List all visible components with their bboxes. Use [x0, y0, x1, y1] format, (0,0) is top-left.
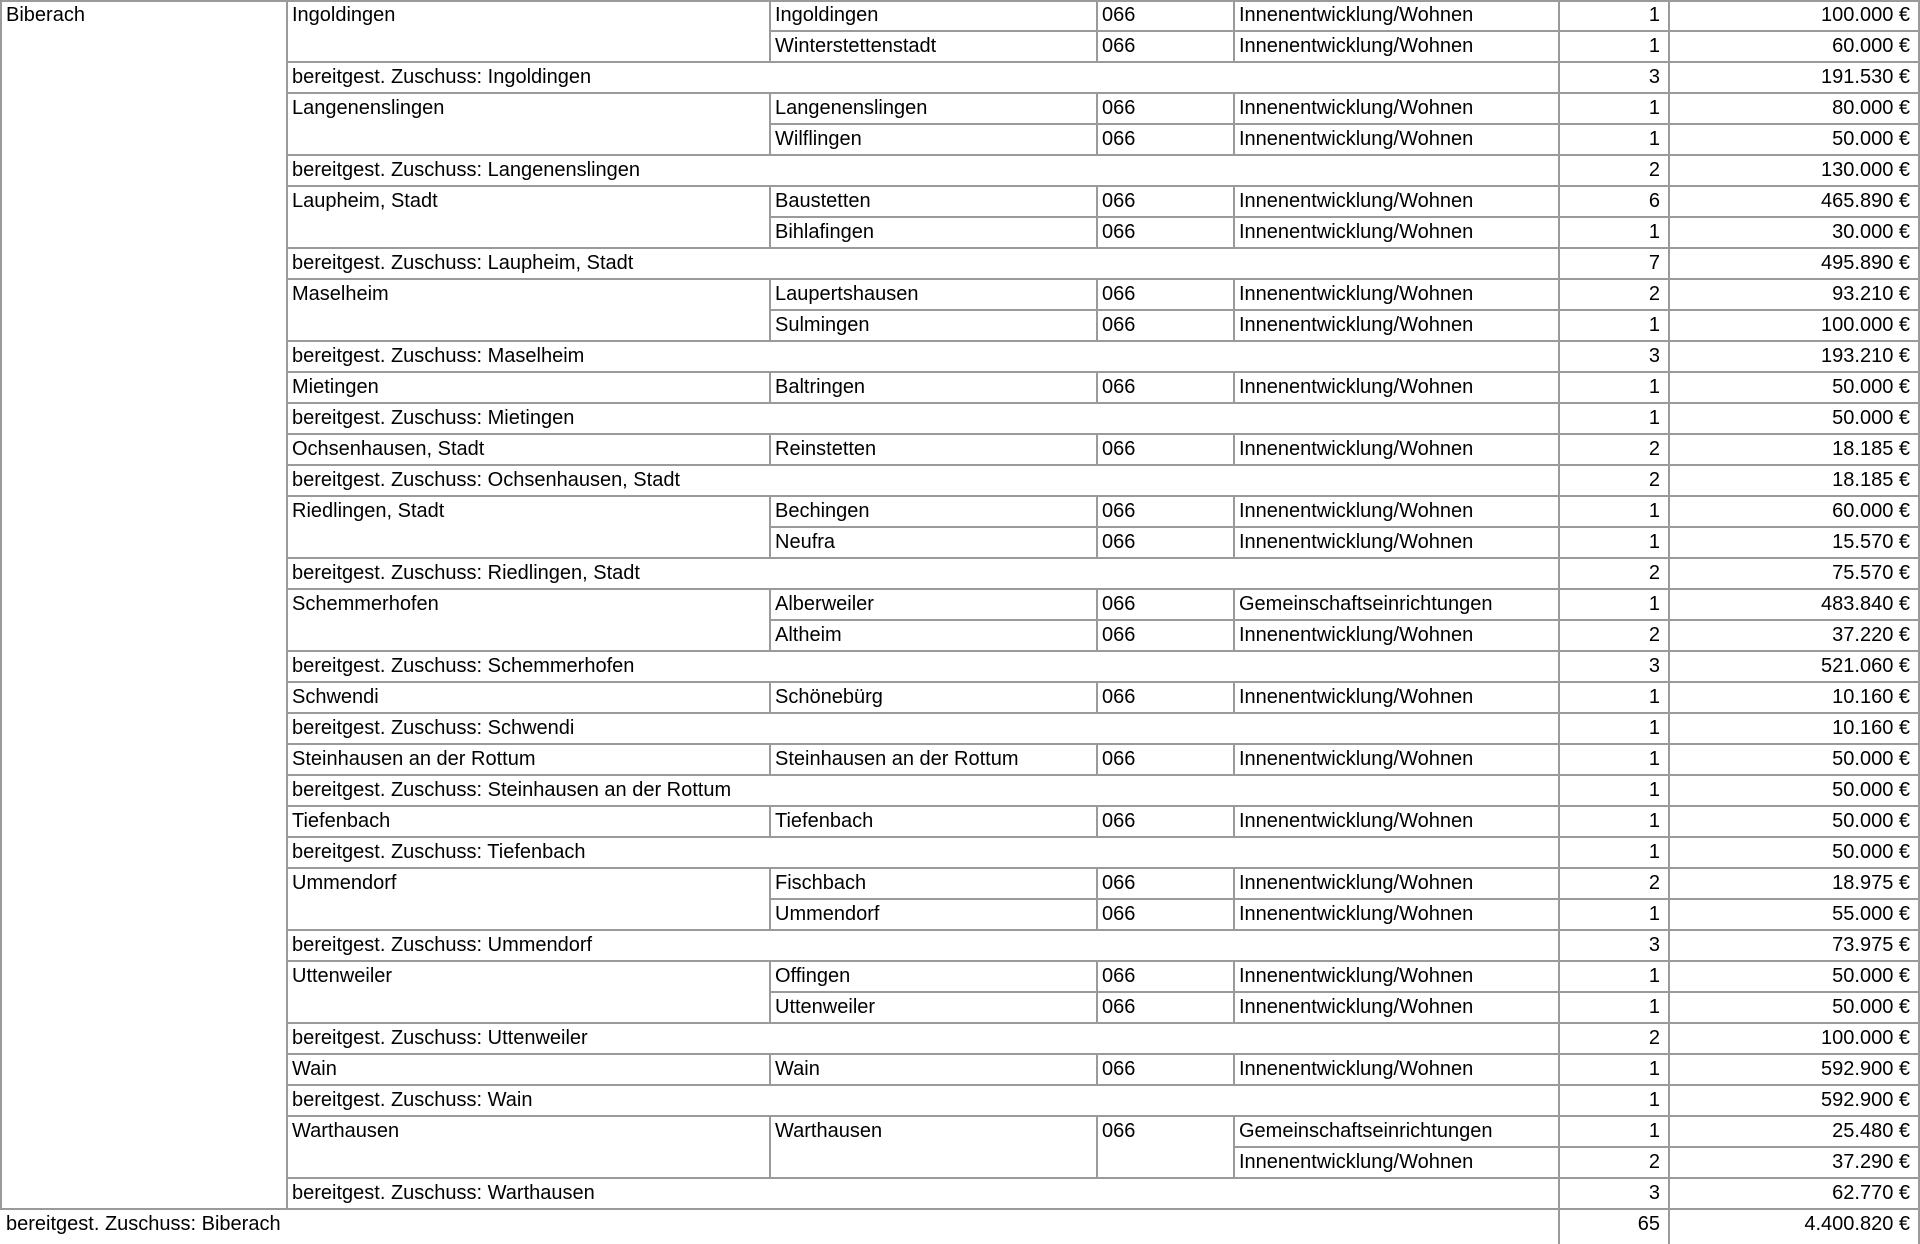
grid-line-vertical [1096, 1054, 1098, 1085]
grid-line-vertical [1558, 837, 1560, 868]
district-cell[interactable]: Biberach [6, 4, 85, 26]
grid-line-vertical [1668, 1178, 1670, 1209]
amount-cell[interactable]: 25.480 € [1832, 1120, 1910, 1142]
subtotal-amount[interactable]: 100.000 € [1821, 1027, 1910, 1049]
subtotal-label[interactable]: bereitgest. Zuschuss: Schwendi [292, 717, 575, 739]
grid-line-vertical [1233, 1054, 1235, 1085]
grid-line-vertical [1558, 651, 1560, 682]
grid-line-vertical [1668, 868, 1670, 930]
subtotal-label[interactable]: bereitgest. Zuschuss: Ingoldingen [292, 66, 592, 88]
code-cell[interactable]: 066 [1102, 500, 1136, 522]
subtotal-amount[interactable]: 592.900 € [1821, 1089, 1910, 1111]
grid-line-vertical [1096, 496, 1098, 558]
grid-line-vertical [1668, 155, 1670, 186]
grid-line-vertical [1668, 496, 1670, 558]
grid-line-vertical [1668, 682, 1670, 713]
ortsteil-cell[interactable]: Tiefenbach [775, 810, 874, 832]
grid-line-vertical [1233, 589, 1235, 651]
category-cell[interactable]: Innenentwicklung/Wohnen [1239, 903, 1474, 925]
count-cell[interactable]: 1 [1648, 221, 1660, 243]
count-cell[interactable]: 2 [1648, 438, 1660, 460]
code-cell[interactable]: 066 [1102, 128, 1136, 150]
amount-cell[interactable]: 592.900 € [1821, 1058, 1910, 1080]
subtotal-amount[interactable]: 130.000 € [1821, 159, 1910, 181]
ortsteil-cell[interactable]: Wilflingen [775, 128, 862, 150]
grid-line-vertical [1096, 806, 1098, 837]
code-cell[interactable]: 066 [1102, 190, 1136, 212]
grid-line-vertical [769, 961, 771, 1023]
grid-line-vertical [1668, 341, 1670, 372]
grid-line-vertical [1558, 465, 1560, 496]
amount-cell[interactable]: 50.000 € [1832, 810, 1910, 832]
count-cell[interactable]: 1 [1648, 748, 1660, 770]
count-cell[interactable]: 2 [1648, 1151, 1660, 1173]
gemeinde-cell[interactable]: Uttenweiler [292, 965, 393, 987]
grid-line-vertical [1558, 1209, 1560, 1244]
amount-cell[interactable]: 465.890 € [1821, 190, 1910, 212]
category-cell[interactable]: Innenentwicklung/Wohnen [1239, 283, 1474, 305]
amount-cell[interactable]: 30.000 € [1832, 221, 1910, 243]
gemeinde-cell[interactable]: Ingoldingen [292, 4, 396, 26]
grid-line-vertical [1668, 775, 1670, 806]
code-cell[interactable]: 066 [1102, 531, 1136, 553]
grid-line-vertical [1668, 744, 1670, 775]
grid-line-vertical [1096, 0, 1098, 62]
code-cell[interactable]: 066 [1102, 35, 1136, 57]
ortsteil-cell[interactable]: Ingoldingen [775, 4, 879, 26]
code-cell[interactable]: 066 [1102, 810, 1136, 832]
grid-line-vertical [1558, 775, 1560, 806]
subtotal-label[interactable]: bereitgest. Zuschuss: Ummendorf [292, 934, 593, 956]
ortsteil-cell[interactable]: Winterstettenstadt [775, 35, 937, 57]
grid-line-vertical [1668, 279, 1670, 341]
code-cell[interactable]: 066 [1102, 314, 1136, 336]
grid-line-vertical [286, 0, 288, 1209]
code-cell[interactable]: 066 [1102, 686, 1136, 708]
grid-line-vertical [1668, 403, 1670, 434]
grid-line-vertical [1668, 806, 1670, 837]
ortsteil-cell[interactable]: Fischbach [775, 872, 867, 894]
count-cell[interactable]: 1 [1648, 593, 1660, 615]
subtotal-label[interactable]: bereitgest. Zuschuss: Tiefenbach [292, 841, 586, 863]
grid-line-vertical [1558, 248, 1560, 279]
grid-line-vertical [1096, 279, 1098, 341]
ortsteil-cell[interactable]: Neufra [775, 531, 836, 553]
code-cell[interactable]: 066 [1102, 748, 1136, 770]
subtotal-label[interactable]: bereitgest. Zuschuss: Ochsenhausen, Stadt [292, 469, 680, 491]
grid-line-vertical [1668, 1209, 1670, 1244]
code-cell[interactable]: 066 [1102, 593, 1136, 615]
subtotal-label[interactable]: bereitgest. Zuschuss: Steinhausen an der Rottum [292, 779, 732, 801]
subtotal-amount[interactable]: 50.000 € [1832, 407, 1910, 429]
grid-line-vertical [1668, 0, 1670, 62]
grid-line-vertical [1668, 1023, 1670, 1054]
count-cell[interactable]: 2 [1648, 283, 1660, 305]
grid-line-vertical [769, 868, 771, 930]
total-label[interactable]: bereitgest. Zuschuss: Biberach [6, 1213, 281, 1235]
code-cell[interactable]: 066 [1102, 1120, 1136, 1142]
code-cell[interactable]: 066 [1102, 965, 1136, 987]
grid-line-vertical [1558, 279, 1560, 341]
subtotal-count[interactable]: 2 [1648, 159, 1660, 181]
grid-line-vertical [1668, 372, 1670, 403]
grid-line-vertical [1558, 372, 1560, 403]
ortsteil-cell[interactable]: Reinstetten [775, 438, 877, 460]
grid-line-vertical [1233, 682, 1235, 713]
subtotal-count[interactable]: 3 [1648, 1182, 1660, 1204]
grid-line-vertical [1668, 713, 1670, 744]
gemeinde-cell[interactable]: Tiefenbach [292, 810, 391, 832]
grid-line-vertical [1558, 558, 1560, 589]
grid-line-vertical [1233, 372, 1235, 403]
amount-cell[interactable]: 18.975 € [1832, 872, 1910, 894]
gemeinde-cell[interactable]: Warthausen [292, 1120, 400, 1142]
code-cell[interactable]: 066 [1102, 221, 1136, 243]
amount-cell[interactable]: 50.000 € [1832, 965, 1910, 987]
subtotal-count[interactable]: 1 [1648, 407, 1660, 429]
grid-line-vertical [1558, 0, 1560, 62]
grid-line-vertical [1558, 1085, 1560, 1116]
grid-line-horizontal [0, 0, 1918, 2]
grid-line-vertical [1096, 93, 1098, 155]
grid-line-vertical [1233, 186, 1235, 248]
grid-line-vertical [1558, 186, 1560, 248]
grid-line-vertical [1668, 930, 1670, 961]
code-cell[interactable]: 066 [1102, 97, 1136, 119]
ortsteil-cell[interactable]: Baustetten [775, 190, 871, 212]
ortsteil-cell[interactable]: Offingen [775, 965, 851, 987]
category-cell[interactable]: Innenentwicklung/Wohnen [1239, 314, 1474, 336]
ortsteil-cell[interactable]: Bihlafingen [775, 221, 874, 243]
count-cell[interactable]: 1 [1648, 500, 1660, 522]
amount-cell[interactable]: 80.000 € [1832, 97, 1910, 119]
amount-cell[interactable]: 18.185 € [1832, 438, 1910, 460]
subtotal-amount[interactable]: 50.000 € [1832, 841, 1910, 863]
gemeinde-cell[interactable]: Steinhausen an der Rottum [292, 748, 536, 770]
subtotal-amount[interactable]: 10.160 € [1832, 717, 1910, 739]
subtotal-label[interactable]: bereitgest. Zuschuss: Wain [292, 1089, 533, 1111]
grid-line-vertical [1668, 1085, 1670, 1116]
grid-line-vertical [1668, 434, 1670, 465]
category-cell[interactable]: Innenentwicklung/Wohnen [1239, 1058, 1474, 1080]
grid-line-vertical [1558, 744, 1560, 775]
subtotal-amount[interactable]: 50.000 € [1832, 779, 1910, 801]
gemeinde-cell[interactable]: Mietingen [292, 376, 379, 398]
subtotal-count[interactable]: 7 [1648, 252, 1660, 274]
category-cell[interactable]: Gemeinschaftseinrichtungen [1239, 593, 1493, 615]
grid-line-vertical [1233, 93, 1235, 155]
amount-cell[interactable]: 50.000 € [1832, 376, 1910, 398]
gemeinde-cell[interactable]: Schemmerhofen [292, 593, 439, 615]
count-cell[interactable]: 1 [1648, 903, 1660, 925]
count-cell[interactable]: 1 [1648, 128, 1660, 150]
amount-cell[interactable]: 100.000 € [1821, 4, 1910, 26]
code-cell[interactable]: 066 [1102, 438, 1136, 460]
grid-line-vertical [1233, 1116, 1235, 1178]
category-cell[interactable]: Innenentwicklung/Wohnen [1239, 686, 1474, 708]
amount-cell[interactable]: 93.210 € [1832, 283, 1910, 305]
grid-line-vertical [1558, 1116, 1560, 1178]
grid-line-vertical [769, 186, 771, 248]
amount-cell[interactable]: 483.840 € [1821, 593, 1910, 615]
category-cell[interactable]: Innenentwicklung/Wohnen [1239, 190, 1474, 212]
subtotal-label[interactable]: bereitgest. Zuschuss: Laupheim, Stadt [292, 252, 634, 274]
count-cell[interactable]: 2 [1648, 872, 1660, 894]
subtotal-count[interactable]: 1 [1648, 779, 1660, 801]
grid-line-vertical [769, 682, 771, 713]
count-cell[interactable]: 1 [1648, 35, 1660, 57]
subtotal-amount[interactable]: 62.770 € [1832, 1182, 1910, 1204]
count-cell[interactable]: 1 [1648, 1058, 1660, 1080]
gemeinde-cell[interactable]: Langenenslingen [292, 97, 445, 119]
gemeinde-cell[interactable]: Schwendi [292, 686, 379, 708]
grid-line-vertical [1558, 961, 1560, 1023]
code-cell[interactable]: 066 [1102, 4, 1136, 26]
grid-line-vertical [1558, 434, 1560, 465]
count-cell[interactable]: 1 [1648, 810, 1660, 832]
grid-line-vertical [1558, 930, 1560, 961]
count-cell[interactable]: 1 [1648, 531, 1660, 553]
grid-line-vertical [1558, 1023, 1560, 1054]
grid-line-vertical [1558, 868, 1560, 930]
subtotal-amount[interactable]: 495.890 € [1821, 252, 1910, 274]
count-cell[interactable]: 1 [1648, 314, 1660, 336]
subtotal-amount[interactable]: 73.975 € [1832, 934, 1910, 956]
grid-line-vertical [1668, 93, 1670, 155]
category-cell[interactable]: Innenentwicklung/Wohnen [1239, 531, 1474, 553]
ortsteil-cell[interactable]: Baltringen [775, 376, 866, 398]
gemeinde-cell[interactable]: Wain [292, 1058, 337, 1080]
grid-line-vertical [1558, 341, 1560, 372]
category-cell[interactable]: Gemeinschaftseinrichtungen [1239, 1120, 1493, 1142]
grid-line-vertical [769, 279, 771, 341]
grid-line-vertical [769, 744, 771, 775]
grid-line-vertical [1558, 403, 1560, 434]
grid-line-vertical [1096, 589, 1098, 651]
category-cell[interactable]: Innenentwicklung/Wohnen [1239, 128, 1474, 150]
amount-cell[interactable]: 100.000 € [1821, 314, 1910, 336]
category-cell[interactable]: Innenentwicklung/Wohnen [1239, 4, 1474, 26]
amount-cell[interactable]: 50.000 € [1832, 128, 1910, 150]
category-cell[interactable]: Innenentwicklung/Wohnen [1239, 624, 1474, 646]
subtotal-label[interactable]: bereitgest. Zuschuss: Maselheim [292, 345, 585, 367]
ortsteil-cell[interactable]: Ummendorf [775, 903, 880, 925]
count-cell[interactable]: 1 [1648, 376, 1660, 398]
subtotal-count[interactable]: 3 [1648, 655, 1660, 677]
grid-line-vertical [769, 434, 771, 465]
count-cell[interactable]: 1 [1648, 1120, 1660, 1142]
ortsteil-cell[interactable]: Schönebürg [775, 686, 883, 708]
grid-line-vertical [769, 806, 771, 837]
subtotal-count[interactable]: 2 [1648, 562, 1660, 584]
grid-line-vertical [1096, 961, 1098, 1023]
code-cell[interactable]: 066 [1102, 903, 1136, 925]
grid-line-vertical [769, 372, 771, 403]
category-cell[interactable]: Innenentwicklung/Wohnen [1239, 97, 1474, 119]
subtotal-count[interactable]: 3 [1648, 934, 1660, 956]
count-cell[interactable]: 1 [1648, 4, 1660, 26]
grid-line-vertical [0, 0, 2, 1209]
grid-line-vertical [1096, 372, 1098, 403]
gemeinde-cell[interactable]: Ochsenhausen, Stadt [292, 438, 485, 460]
subtotal-label[interactable]: bereitgest. Zuschuss: Warthausen [292, 1182, 595, 1204]
category-cell[interactable]: Innenentwicklung/Wohnen [1239, 748, 1474, 770]
grid-line-vertical [1233, 806, 1235, 837]
code-cell[interactable]: 066 [1102, 283, 1136, 305]
grid-line-vertical [769, 0, 771, 62]
grid-line-vertical [1233, 744, 1235, 775]
code-cell[interactable]: 066 [1102, 624, 1136, 646]
code-cell[interactable]: 066 [1102, 376, 1136, 398]
grid-line-vertical [1668, 186, 1670, 248]
grid-line-vertical [1096, 682, 1098, 713]
amount-cell[interactable]: 37.220 € [1832, 624, 1910, 646]
amount-cell[interactable]: 50.000 € [1832, 996, 1910, 1018]
grid-line-vertical [1233, 961, 1235, 1023]
grid-line-vertical [1668, 961, 1670, 1023]
grid-line-vertical [1558, 682, 1560, 713]
grid-line-vertical [1558, 93, 1560, 155]
grid-line-vertical [1558, 589, 1560, 651]
subtotal-label[interactable]: bereitgest. Zuschuss: Schemmerhofen [292, 655, 635, 677]
ortsteil-cell[interactable]: Altheim [775, 624, 842, 646]
grid-line-vertical [1233, 0, 1235, 62]
ortsteil-cell[interactable]: Steinhausen an der Rottum [775, 748, 1019, 770]
category-cell[interactable]: Innenentwicklung/Wohnen [1239, 1151, 1474, 1173]
grid-line-vertical [1558, 1054, 1560, 1085]
total-amount[interactable]: 4.400.820 € [1804, 1213, 1910, 1235]
amount-cell[interactable]: 60.000 € [1832, 500, 1910, 522]
subtotal-count[interactable]: 3 [1648, 66, 1660, 88]
amount-cell[interactable]: 37.290 € [1832, 1151, 1910, 1173]
grid-line-vertical [1668, 248, 1670, 279]
category-cell[interactable]: Innenentwicklung/Wohnen [1239, 438, 1474, 460]
grid-line-vertical [769, 589, 771, 651]
code-cell[interactable] [1098, 1147, 1233, 1178]
subtotal-amount[interactable]: 18.185 € [1832, 469, 1910, 491]
category-cell[interactable]: Innenentwicklung/Wohnen [1239, 221, 1474, 243]
grid-line-vertical [769, 93, 771, 155]
subtotal-amount[interactable]: 75.570 € [1832, 562, 1910, 584]
grid-line-vertical [1668, 1054, 1670, 1085]
subtotal-count[interactable]: 1 [1648, 717, 1660, 739]
count-cell[interactable]: 1 [1648, 686, 1660, 708]
count-cell[interactable]: 1 [1648, 996, 1660, 1018]
amount-cell[interactable]: 50.000 € [1832, 748, 1910, 770]
grid-line-vertical [1233, 868, 1235, 930]
count-cell[interactable]: 1 [1648, 965, 1660, 987]
subtotal-label[interactable]: bereitgest. Zuschuss: Mietingen [292, 407, 575, 429]
gemeinde-cell[interactable]: Laupheim, Stadt [292, 190, 438, 212]
grid-line-vertical [1558, 713, 1560, 744]
subtotal-label[interactable]: bereitgest. Zuschuss: Riedlingen, Stadt [292, 562, 640, 584]
subtotal-count[interactable]: 3 [1648, 345, 1660, 367]
subtotal-label[interactable]: bereitgest. Zuschuss: Uttenweiler [292, 1027, 588, 1049]
ortsteil-cell[interactable]: Wain [775, 1058, 820, 1080]
category-cell[interactable]: Innenentwicklung/Wohnen [1239, 35, 1474, 57]
grid-line-vertical [769, 1116, 771, 1178]
ortsteil-cell[interactable]: Uttenweiler [775, 996, 876, 1018]
subtotal-label[interactable]: bereitgest. Zuschuss: Langenenslingen [292, 159, 641, 181]
grid-line-vertical [1558, 496, 1560, 558]
grid-line-vertical [1668, 837, 1670, 868]
subtotal-amount[interactable]: 193.210 € [1821, 345, 1910, 367]
code-cell[interactable]: 066 [1102, 1058, 1136, 1080]
gemeinde-cell[interactable]: Maselheim [292, 283, 389, 305]
amount-cell[interactable]: 10.160 € [1832, 686, 1910, 708]
ortsteil-cell[interactable]: Laupertshausen [775, 283, 919, 305]
grid-line-vertical [1558, 1178, 1560, 1209]
gemeinde-cell[interactable]: Ummendorf [292, 872, 397, 894]
grid-line-vertical [1668, 62, 1670, 93]
grid-line-vertical [1096, 434, 1098, 465]
total-count[interactable]: 65 [1637, 1213, 1660, 1235]
ortsteil-cell[interactable]: Langenenslingen [775, 97, 928, 119]
ortsteil-cell[interactable]: Sulmingen [775, 314, 870, 336]
ortsteil-cell[interactable]: Warthausen [775, 1120, 883, 1142]
grid-line-vertical [769, 1054, 771, 1085]
ortsteil-cell[interactable] [771, 1147, 1096, 1178]
grid-line-vertical [1558, 62, 1560, 93]
amount-cell[interactable]: 55.000 € [1832, 903, 1910, 925]
grid-line-vertical [1233, 279, 1235, 341]
grid-line-vertical [1233, 496, 1235, 558]
grid-line-vertical [1668, 651, 1670, 682]
count-cell[interactable]: 6 [1648, 190, 1660, 212]
subtotal-count[interactable]: 2 [1648, 469, 1660, 491]
grid-line-vertical [1096, 186, 1098, 248]
subtotal-amount[interactable]: 191.530 € [1821, 66, 1910, 88]
ortsteil-cell[interactable]: Alberweiler [775, 593, 874, 615]
grid-line-vertical [1558, 806, 1560, 837]
category-cell[interactable]: Innenentwicklung/Wohnen [1239, 965, 1474, 987]
category-cell[interactable]: Innenentwicklung/Wohnen [1239, 500, 1474, 522]
grid-line-vertical [1558, 155, 1560, 186]
subtotal-count[interactable]: 1 [1648, 841, 1660, 863]
grid-line-vertical [1096, 744, 1098, 775]
grid-line-vertical [1668, 465, 1670, 496]
count-cell[interactable]: 1 [1648, 97, 1660, 119]
grid-line-vertical [1668, 558, 1670, 589]
amount-cell[interactable]: 60.000 € [1832, 35, 1910, 57]
grid-line-vertical [1668, 1116, 1670, 1178]
grid-line-vertical [1233, 434, 1235, 465]
code-cell[interactable]: 066 [1102, 996, 1136, 1018]
code-cell[interactable]: 066 [1102, 872, 1136, 894]
category-cell[interactable]: Innenentwicklung/Wohnen [1239, 376, 1474, 398]
grid-line-vertical [1096, 868, 1098, 930]
category-cell[interactable]: Innenentwicklung/Wohnen [1239, 996, 1474, 1018]
grid-line-vertical [1668, 589, 1670, 651]
amount-cell[interactable]: 15.570 € [1832, 531, 1910, 553]
category-cell[interactable]: Innenentwicklung/Wohnen [1239, 872, 1474, 894]
ortsteil-cell[interactable]: Bechingen [775, 500, 870, 522]
subtotal-count[interactable]: 2 [1648, 1027, 1660, 1049]
subtotal-count[interactable]: 1 [1648, 1089, 1660, 1111]
gemeinde-cell[interactable]: Riedlingen, Stadt [292, 500, 445, 522]
subtotal-amount[interactable]: 521.060 € [1821, 655, 1910, 677]
grid-line-vertical [1096, 1116, 1098, 1178]
count-cell[interactable]: 2 [1648, 624, 1660, 646]
category-cell[interactable]: Innenentwicklung/Wohnen [1239, 810, 1474, 832]
grid-line-vertical [769, 496, 771, 558]
